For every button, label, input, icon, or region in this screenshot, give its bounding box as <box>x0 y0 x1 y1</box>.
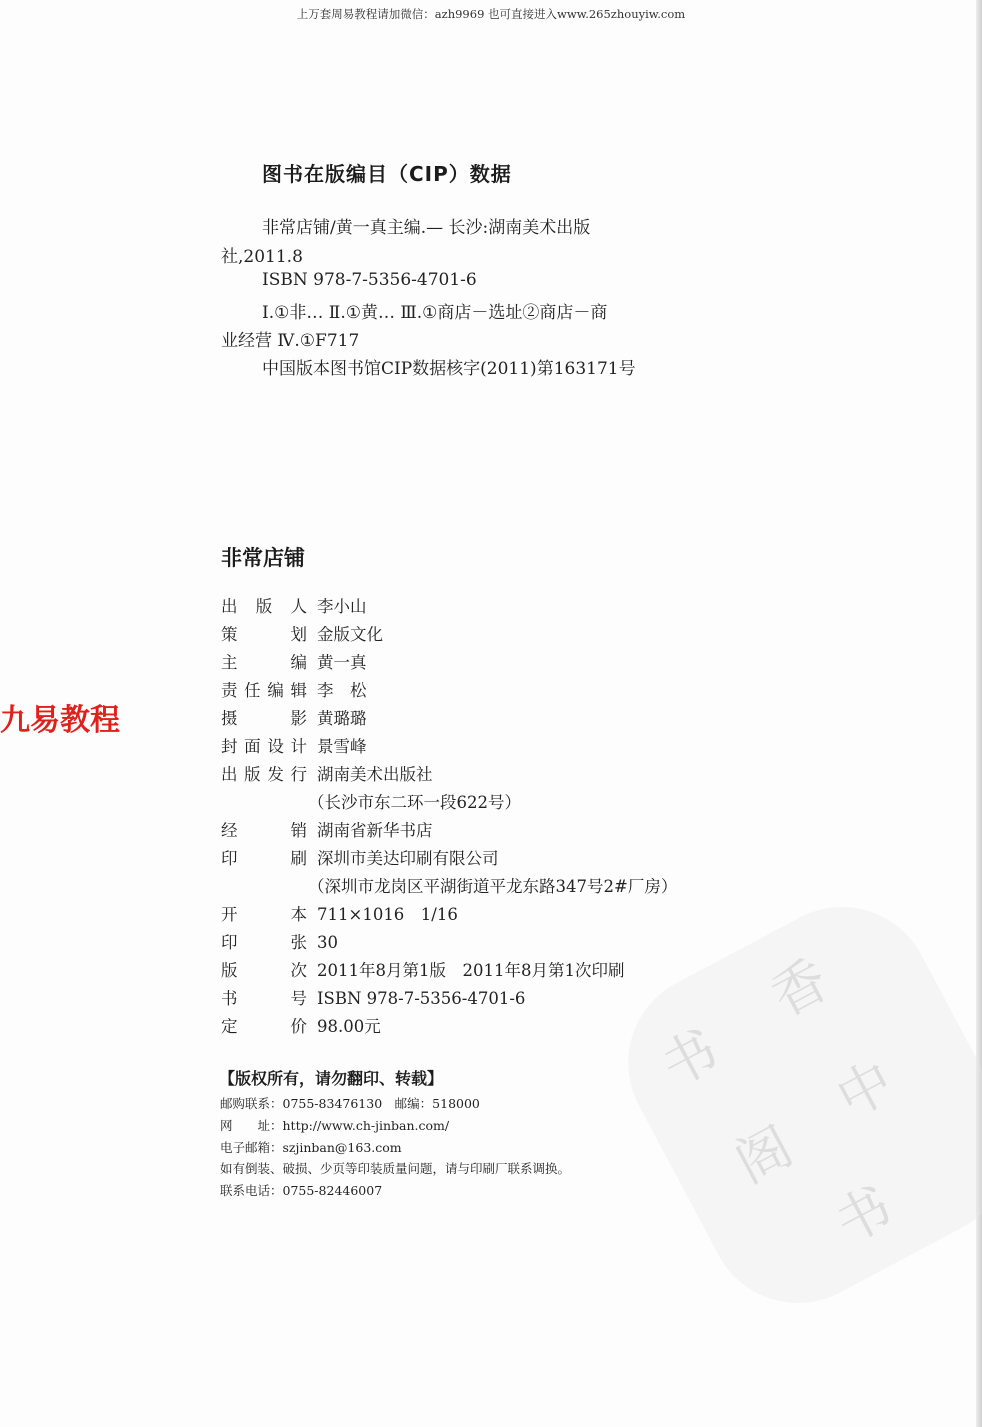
contact-phone: 联系电话：0755-82446007 <box>220 1183 383 1198</box>
printer-address: （深圳市龙岗区平湖街道平龙东路347号2#厂房） <box>308 877 678 896</box>
book-title: 非常店铺 <box>221 546 305 570</box>
credit-value: 湖南美术出版社 <box>317 765 433 784</box>
faded-watermark-stamp <box>597 875 982 1334</box>
credit-row <box>221 761 433 785</box>
credit-label: 印张 <box>221 933 307 952</box>
credit-row <box>221 705 367 729</box>
credit-label: 定价 <box>221 1017 307 1036</box>
header-watermark-line: 上万套周易教程请加微信：azh9969 也可直接进入www.265zhouyiw.com <box>296 7 686 21</box>
credit-value: 黄一真 <box>317 653 367 672</box>
credit-value: 景雪峰 <box>317 737 367 756</box>
contact-quality-notice: 如有倒装、破损、少页等印装质量问题，请与印刷厂联系调换。 <box>220 1161 571 1176</box>
cip-line-2: 社,2011.8 <box>221 247 303 267</box>
cip-line-1: 非常店铺/黄一真主编.— 长沙:湖南美术出版 <box>262 218 591 238</box>
contact-mail-order: 邮购联系：0755-83476130 邮编：518000 <box>220 1096 480 1111</box>
stamp-char-4: 中 <box>826 1049 904 1131</box>
credit-value: ISBN 978-7-5356-4701-6 <box>317 989 526 1008</box>
contact-website: 网 址：http://www.ch-jinban.com/ <box>220 1118 450 1133</box>
credit-label: 开本 <box>221 905 307 924</box>
credit-row <box>221 817 433 841</box>
credit-row <box>221 677 367 701</box>
cip-record-number: 中国版本图书馆CIP数据核字(2011)第163171号 <box>262 359 636 379</box>
credit-row <box>221 901 458 925</box>
credit-label: 策划 <box>221 625 307 644</box>
side-watermark-text: 九易教程 <box>0 703 120 738</box>
contact-email: 电子邮箱：szjinban@163.com <box>220 1140 402 1155</box>
stamp-char-2: 香 <box>761 947 839 1029</box>
credit-row <box>221 957 624 981</box>
credit-value: 30 <box>317 933 338 952</box>
credit-row <box>221 733 367 757</box>
credit-row <box>221 593 367 617</box>
credit-row <box>221 985 525 1009</box>
credit-label: 出版人 <box>221 597 307 616</box>
credit-row <box>221 1013 381 1037</box>
credit-row <box>221 845 499 869</box>
credit-label: 经销 <box>221 821 307 840</box>
credit-value: 2011年8月第1版 2011年8月第1次印刷 <box>317 961 625 980</box>
credit-value: 金版文化 <box>317 625 383 644</box>
credit-label: 主编 <box>221 653 307 672</box>
credit-row <box>221 929 338 953</box>
credit-label: 印刷 <box>221 849 307 868</box>
stamp-char-1: 书 <box>651 1017 729 1099</box>
credit-row <box>221 621 383 645</box>
credit-value: 李小山 <box>317 597 367 616</box>
credit-label: 出版发行 <box>221 765 307 784</box>
credit-value: 李 松 <box>317 681 367 700</box>
credit-value: 711×1016 1/16 <box>317 905 458 924</box>
credit-label: 版次 <box>221 961 307 980</box>
cip-isbn: ISBN 978-7-5356-4701-6 <box>262 270 477 290</box>
copyright-notice: 【版权所有，请勿翻印、转载】 <box>219 1069 444 1088</box>
credit-value: 98.00元 <box>317 1017 381 1036</box>
stamp-char-5: 书 <box>825 1174 903 1256</box>
cip-classification: Ⅰ.①非… Ⅱ.①黄… Ⅲ.①商店－选址②商店－商 <box>262 303 608 323</box>
cip-title: 图书在版编目（CIP）数据 <box>262 162 512 186</box>
publisher-address: （长沙市东二环一段622号） <box>308 793 521 812</box>
credit-row <box>221 649 367 673</box>
credit-value: 深圳市美达印刷有限公司 <box>317 849 499 868</box>
credit-label: 书号 <box>221 989 307 1008</box>
credit-label: 责任编辑 <box>221 681 307 700</box>
credit-value: 湖南省新华书店 <box>317 821 433 840</box>
credit-label: 封面设计 <box>221 737 307 756</box>
cip-classification-cont: 业经营 Ⅳ.①F717 <box>221 331 360 351</box>
credit-value: 黄璐璐 <box>317 709 367 728</box>
credit-label: 摄影 <box>221 709 307 728</box>
stamp-char-3: 阁 <box>725 1114 803 1196</box>
